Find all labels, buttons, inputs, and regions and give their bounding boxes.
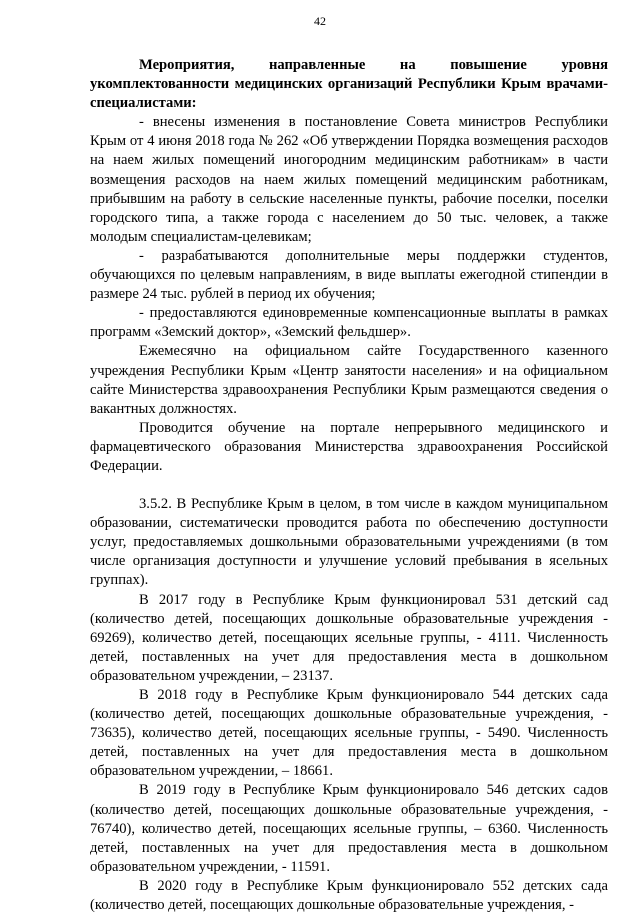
training-paragraph: Проводится обучение на портале непрерывного медицинского и фармацевтического образования Министерства здравоохранения Российской Федерации. <box>90 419 608 474</box>
document-body <box>90 56 608 915</box>
section-3-5-2-paragraph: 3.5.2. В Республике Крым в целом, в том числе в каждом муниципальном образовании, систематически проводится работа по обеспечению доступности услуг, предоставляемых дошкольными образовательными учреждениями (в том числе организация доступности и улучшение условий пребывания в ясельных группах). <box>90 496 608 589</box>
year-paragraph: В 2020 году в Республике Крым функционировало 552 детских сада (количество детей, посещающих дошкольные образовательные учреждения, - <box>90 877 608 914</box>
year-paragraph: В 2018 году в Республике Крым функционировало 544 детских сада (количество детей, посещающих дошкольные образовательные учреждения, - 73635), количество детей, посещающих ясельные группы, - 5490. Численность детей, поставленных на учет для предоставления места в дошкольном образовательном учреждении, – 18661. <box>90 687 608 780</box>
paragraph-gap <box>90 476 608 495</box>
measure-item: - разрабатываются дополнительные меры поддержки студентов, обучающихся по целевым направлениям, в виде выплаты ежегодной стипендии в размере 24 тыс. рублей в период их обучения; <box>90 247 608 303</box>
year-paragraph: В 2017 году в Республике Крым функционировал 531 детский сад (количество детей, посещающих дошкольные образовательные учреждения - 69269), количество детей, посещающих ясельные группы, - 4111. Численность детей, поставленных на учет для предоставления места в дошкольном образовательном учреждении, – 23137. <box>90 591 608 684</box>
vacancies-paragraph: Ежемесячно на официальном сайте Государственного казенного учреждения Республики Крым «Центр занятости населения» и на официальном сайте Министерства здравоохранения Республики Крым размещаются сведения о вакантных должностях. <box>90 343 608 417</box>
year-paragraph: В 2019 году в Республике Крым функционировало 546 детских садов (количество детей, посещающих дошкольные образовательные учреждения, - 76740), количество детей, посещающих ясельные группы, – 6360. Численность детей, поставленных на учет для предоставления места в дошкольном образовательном учреждении, - 11591. <box>90 782 608 875</box>
measure-item: - внесены изменения в постановление Совета министров Республики Крым от 4 июня 2018 года № 262 «Об утверждении Порядка возмещения расходов на наем жилых помещений иногородним медицинским работникам» в части возмещения расходов на наем жилых помещений медицинским работникам, прибывшим на работу в сельские населенные пункты, рабочие поселки, поселки городского типа, а также города с населением до 50 тыс. человек, а также молодым специалистам-целевикам; <box>90 114 608 245</box>
measure-item: - предоставляются единовременные компенсационные выплаты в рамках программ «Земский доктор», «Земский фельдшер». <box>90 305 608 341</box>
page-number: 42 <box>314 14 326 28</box>
section-heading: Мероприятия, направленные на повышение уровня укомплектованности медицинских организаций Республики Крым врачами-специалистами: <box>90 57 608 112</box>
